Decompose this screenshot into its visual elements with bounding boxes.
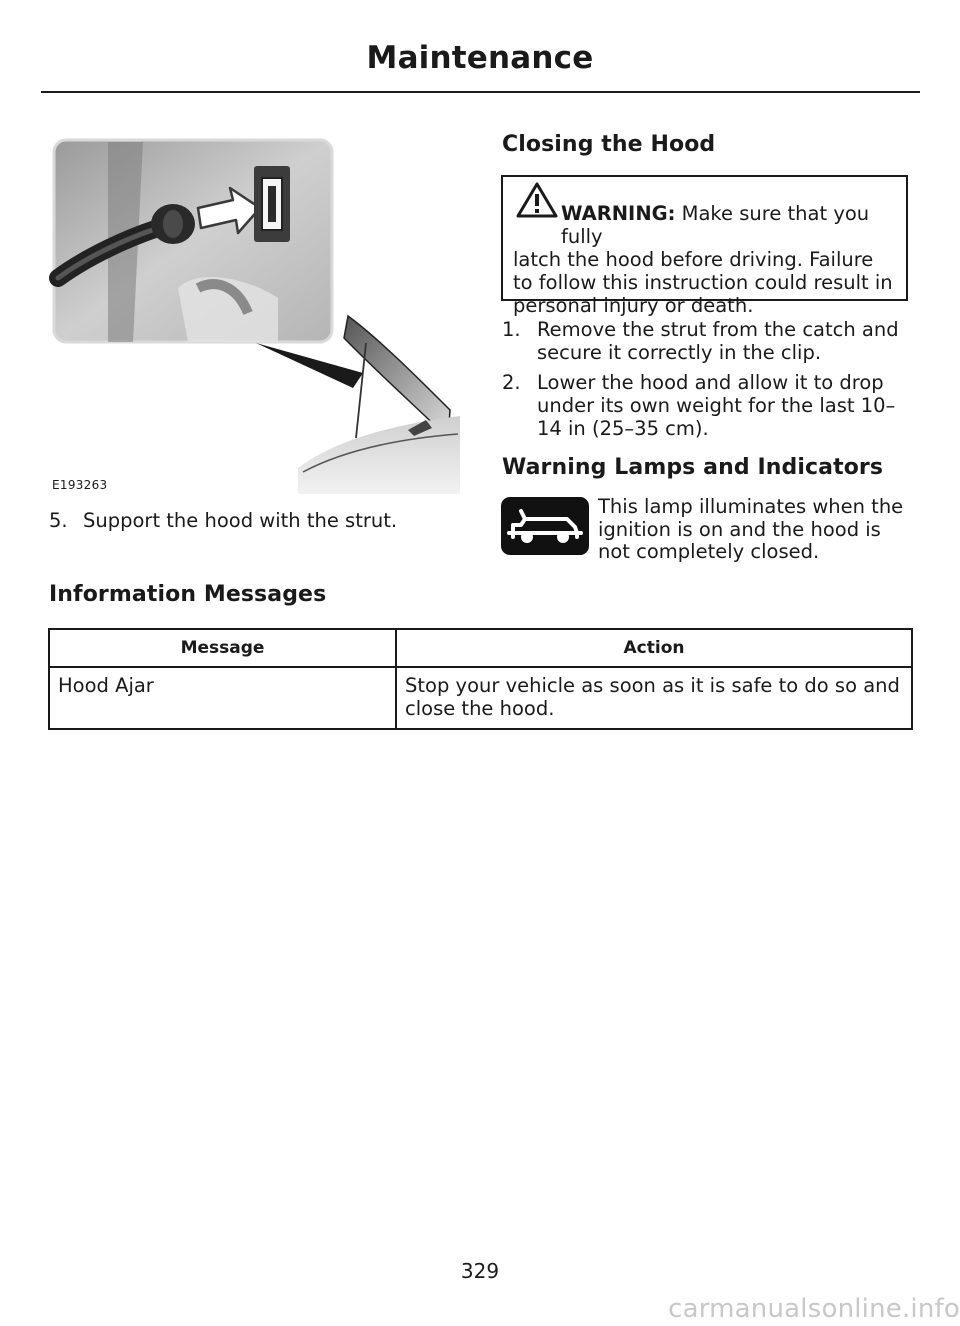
warning-box [501, 175, 908, 317]
figure-id: E193263 [52, 478, 108, 492]
column-header-message: Message [49, 629, 396, 667]
warning-triangle-icon [515, 181, 559, 219]
closing-steps [502, 318, 912, 447]
hood-strut-illustration [48, 138, 460, 494]
watermark: carmanualsonline.info [668, 1294, 960, 1324]
page-number: 329 [460, 1259, 500, 1283]
message-cell: Hood Ajar [49, 667, 396, 729]
closing-hood-heading: Closing the Hood [502, 132, 716, 157]
list-item [502, 371, 912, 440]
step-number: 5. [49, 509, 68, 532]
warning-lamps-heading: Warning Lamps and Indicators [502, 455, 884, 480]
table-header-row [49, 629, 912, 667]
action-cell: Stop your vehicle as soon as it is safe to do so and close the hood. [396, 667, 912, 729]
step-text: Remove the strut from the catch and secure it correctly in the clip. [537, 318, 899, 364]
warning-text-rest: latch the hood before driving. Failure to follow this instruction could result in personal injury or death. [513, 248, 893, 317]
header-divider [41, 91, 920, 93]
hood-strut-drawing [48, 138, 460, 494]
warning-first-line [513, 202, 898, 248]
messages-table [48, 628, 913, 730]
step-number: 2. [502, 371, 521, 394]
hood-ajar-icon [501, 497, 589, 555]
warning-label: WARNING: [561, 202, 676, 225]
step-5 [49, 509, 449, 533]
step-number: 1. [502, 318, 521, 341]
lamp-description: This lamp illuminates when the ignition is on and the hood is not completely closed. [598, 495, 904, 563]
information-messages-heading: Information Messages [49, 582, 327, 607]
step-text: Lower the hood and allow it to drop under its own weight for the last 10–14 in (25–35 cm). [537, 371, 896, 440]
column-header-action: Action [396, 629, 912, 667]
hood-ajar-symbol [501, 497, 589, 555]
table-row [49, 667, 912, 729]
page-title: Maintenance [366, 40, 594, 76]
step-text: Support the hood with the strut. [83, 509, 398, 532]
warning-text-line1: Make sure that you fully [561, 202, 870, 248]
list-item [502, 318, 912, 364]
